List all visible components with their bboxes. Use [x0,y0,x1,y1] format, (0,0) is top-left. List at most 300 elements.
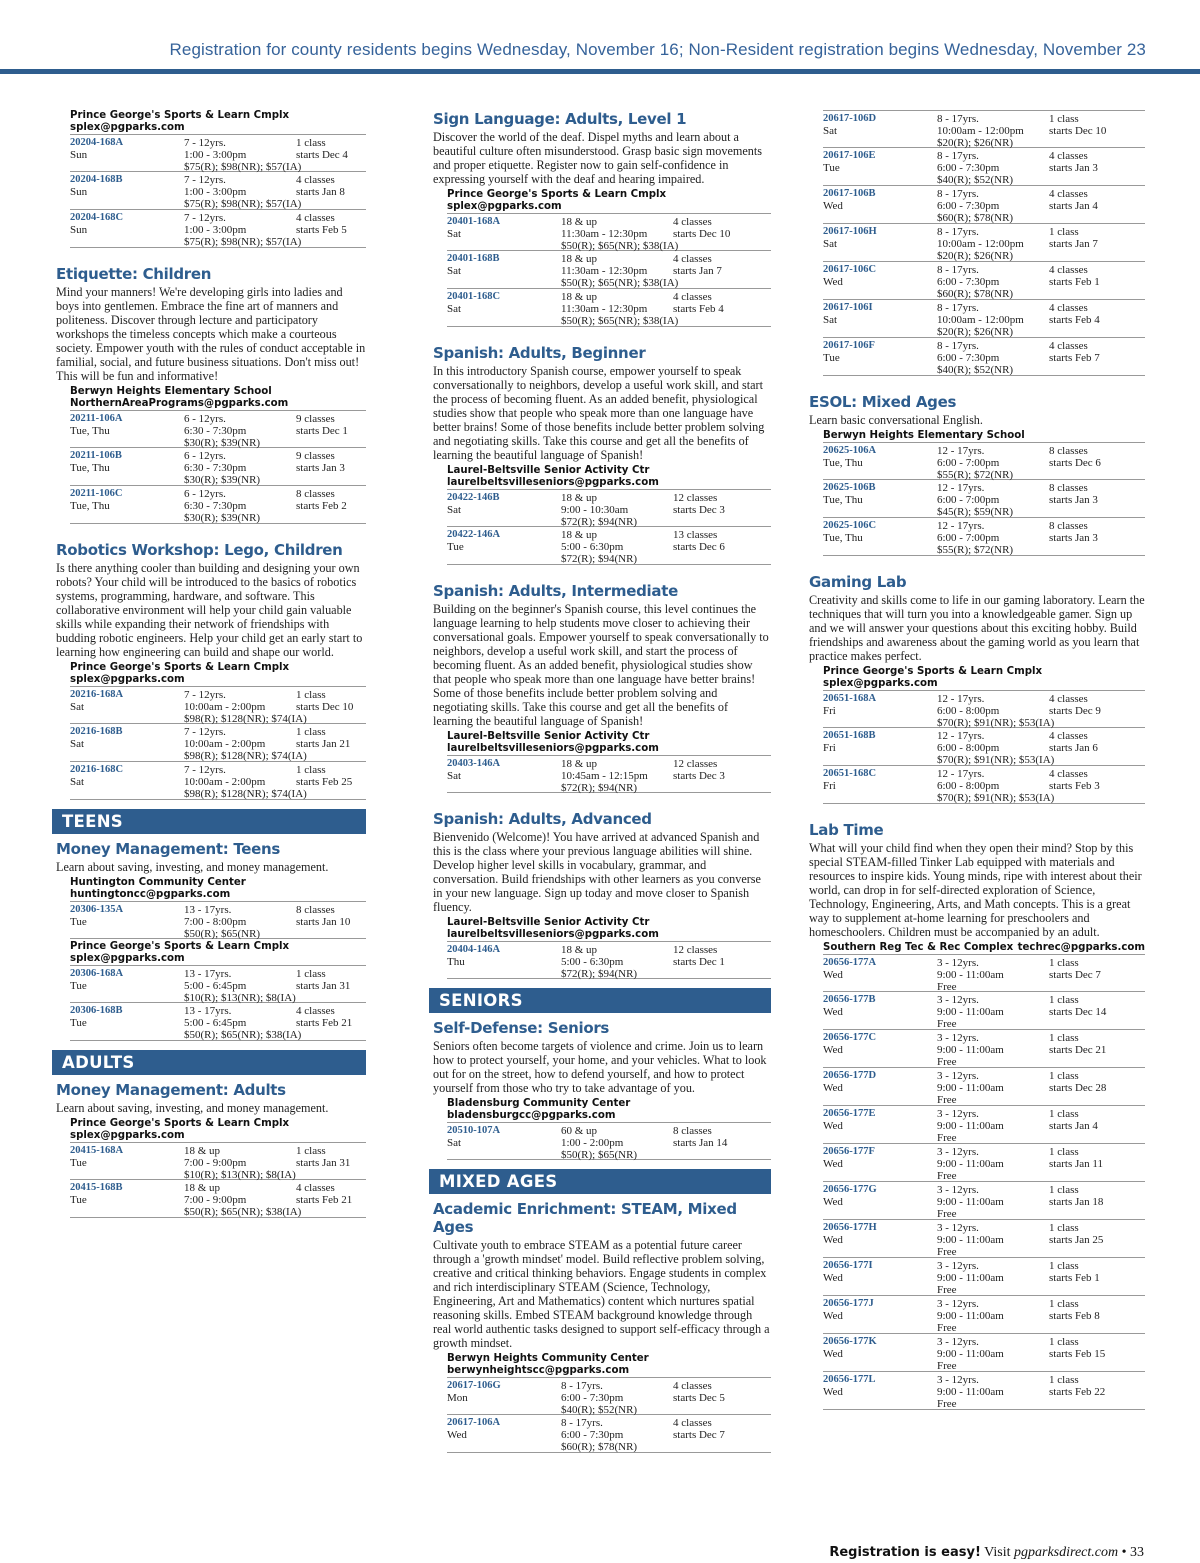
class-time: 9:00 - 11:00am [937,1120,1004,1132]
start-date: starts Feb 2 [296,500,347,512]
class-fee: $98(R); $128(NR); $74(IA) [184,713,307,725]
location-email[interactable]: bladensburgcc@pgparks.com [447,1110,616,1121]
class-fee: $98(R); $128(NR); $74(IA) [184,788,307,800]
class-time: 1:00 - 3:00pm [184,224,247,236]
page-header [0,0,1200,76]
offering-row [447,755,771,793]
age-range: 13 - 17yrs. [184,904,232,916]
age-range: 12 - 17yrs. [937,768,985,780]
location-email[interactable]: laurelbeltsvilleseniors@pgparks.com [447,743,659,754]
class-fee: $72(R); $94(NR) [561,553,638,565]
meeting-days: Wed [823,969,843,981]
class-time: 6:30 - 7:30pm [184,425,247,437]
offering-row [823,1372,1145,1410]
class-time: 9:00 - 11:00am [937,1006,1004,1018]
course-code[interactable]: 20306-135A [70,904,124,915]
location-email[interactable]: huntingtoncc@pgparks.com [70,889,231,900]
class-count: 4 classes [1049,302,1088,314]
meeting-days: Tue [70,1017,87,1029]
offering-row [70,686,366,724]
course-code[interactable]: 20617-106C [823,264,877,275]
class-fee: $60(R); $78(NR) [561,1441,638,1453]
course-code[interactable]: 20656-177L [823,1374,876,1385]
meeting-days: Sat [823,314,838,326]
section-description: What will your child find when they open their mind? Stop by this special STEAM-filled Tinker Lab equipped with materials and resources to inspire kids. Young minds, ripe with interest about their world, can drop in for self-directed exploration of Science, Technology, Engineering, Arts, and Math concepts. This is a great way to supplement at-home learning for preschoolers and homeschoolers. Children must be accompanied by an adult. [809,841,1142,939]
offering-list [433,1377,771,1453]
class-fee: $40(R); $52(NR) [561,1404,638,1416]
class-fee: $40(R); $52(NR) [937,364,1014,376]
location-email[interactable]: splex@pgparks.com [823,678,938,689]
course-code[interactable]: 20651-168B [823,730,876,741]
offering-row [447,489,771,527]
start-date: starts Feb 4 [673,303,724,315]
location-email[interactable]: laurelbeltsvilleseniors@pgparks.com [447,929,659,940]
age-range: 3 - 12yrs. [937,1374,979,1386]
course-code[interactable]: 20651-168A [823,693,877,704]
section-description: Cultivate youth to embrace STEAM as a potential future career through a 'growth mindset' model. Build reflective problem solving, creative and critical thinking behaviors. Engage students in complex and rich interdisciplinary STEAM (Science, Technology, Engineering, Art and Mathematics) content which nurtures spatial reasoning skills. Embed STEAM background knowledge through real world authentic tasks designed to support self-efficacy through a growth mindset. [433,1238,770,1350]
meeting-days: Tue [823,352,840,364]
location-name: Southern Reg Tec & Rec Complex [823,942,1014,953]
class-count: 1 class [1049,957,1079,969]
age-range: 18 & up [561,944,598,956]
meeting-days: Fri [823,742,836,754]
section-description: Seniors often become targets of violence and crime. Join us to learn how to protect yourself, your home, and your vehicles. What to look out for on the street, how to defend yourself, and how to protect yourself from those who try to take advantage of you. [433,1039,767,1095]
class-count: 4 classes [673,1380,712,1392]
class-fee: $72(R); $94(NR) [561,968,638,980]
location-email[interactable]: laurelbeltsvilleseniors@pgparks.com [447,477,659,488]
start-date: starts Dec 3 [673,770,725,782]
offering-row [823,1220,1145,1258]
location-email[interactable]: splex@pgparks.com [70,953,185,964]
class-count: 4 classes [1049,340,1088,352]
section-description: Is there anything cooler than building and designing your own robots? Your child will be introduced to the basics of robotics systems, programming, hardware, and software. This collaborative environment will help your child gain valuable skills while expanding their network of friendships with budding robotic engineers. Help your child get an early start to learning how engineering can build and shape our world. [56,561,363,659]
class-fee: $50(R); $65(NR); $38(IA) [561,240,679,252]
section-description: Learn about saving, investing, and money management. [56,860,329,874]
course-code[interactable]: 20216-168B [70,726,123,737]
offering-row [823,300,1145,338]
location-name: Laurel-Beltsville Senior Activity Ctr [447,731,650,742]
age-range: 8 - 17yrs. [561,1417,603,1429]
age-range: 18 & up [561,492,598,504]
meeting-days: Sat [70,776,85,788]
header-rule [0,69,1200,74]
class-count: 1 class [1049,226,1079,238]
class-fee: $98(R); $128(NR); $74(IA) [184,750,307,762]
meeting-days: Sat [823,125,838,137]
location-email[interactable]: splex@pgparks.com [70,674,185,685]
location-name: Huntington Community Center [70,877,246,888]
meeting-days: Wed [823,200,843,212]
course-code[interactable]: 20656-177F [823,1146,875,1157]
offering-list [433,755,771,793]
class-fee: $72(R); $94(NR) [561,516,638,528]
start-date: starts Dec 1 [296,425,348,437]
offering-row [823,110,1145,148]
course-code[interactable]: 20422-146A [447,529,501,540]
course-code[interactable]: 20306-168B [70,1005,123,1016]
class-count: 1 class [1049,1374,1079,1386]
course-code[interactable]: 20656-177D [823,1070,877,1081]
class-count: 9 classes [296,413,335,425]
course-code[interactable]: 20404-146A [447,944,501,955]
start-date: starts Feb 5 [296,224,347,236]
age-range: 8 - 17yrs. [937,302,979,314]
location-block [447,731,771,755]
offering-list [56,410,366,524]
meeting-days: Tue [70,980,87,992]
offering-row [823,148,1145,186]
course-code[interactable]: 20415-168B [70,1182,123,1193]
location-email[interactable]: splex@pgparks.com [70,122,185,133]
start-date: starts Dec 1 [673,956,725,968]
class-count: 1 class [296,137,326,149]
category-band-seniors: SENIORS [429,988,771,1013]
course-code[interactable]: 20656-177I [823,1260,873,1271]
class-count: 1 class [1049,1184,1079,1196]
age-range: 6 - 12yrs. [184,488,226,500]
offering-list [809,110,1145,376]
age-range: 3 - 12yrs. [937,1298,979,1310]
course-code[interactable]: 20617-106B [823,188,876,199]
age-range: 3 - 12yrs. [937,994,979,1006]
section-title: Self-Defense: Seniors [433,1019,610,1037]
meeting-days: Tue, Thu [823,532,863,544]
location-name: Berwyn Heights Community Center [447,1353,649,1364]
start-date: starts Feb 3 [1049,780,1100,792]
meeting-days: Fri [823,780,836,792]
course-code[interactable]: 20403-146A [447,758,501,769]
class-fee: Free [937,1056,957,1068]
course-code[interactable]: 20415-168A [70,1145,124,1156]
class-time: 10:00am - 2:00pm [184,776,266,788]
course-code[interactable]: 20656-177J [823,1298,874,1309]
footer-tagline: Registration is easy! [829,1545,981,1560]
offering-row [823,766,1145,804]
class-count: 8 classes [1049,445,1088,457]
class-time: 7:00 - 9:00pm [184,1194,247,1206]
category-band-mixed-ages: MIXED AGES [429,1169,771,1194]
start-date: starts Feb 7 [1049,352,1100,364]
class-count: 1 class [1049,1032,1079,1044]
class-count: 9 classes [296,450,335,462]
course-code[interactable]: 20211-106A [70,413,123,424]
meeting-days: Sun [70,149,88,161]
age-range: 3 - 12yrs. [937,1184,979,1196]
course-code[interactable]: 20422-146B [447,492,500,503]
footer-url-link[interactable]: pgparksdirect.com [1014,1545,1119,1560]
course-code[interactable]: 20216-168C [70,764,124,775]
offering-row [447,1377,771,1415]
course-code[interactable]: 20656-177C [823,1032,877,1043]
class-count: 4 classes [673,291,712,303]
category-band-adults: ADULTS [52,1050,366,1075]
course-code[interactable]: 20617-106A [447,1417,501,1428]
course-code[interactable]: 20306-168A [70,968,124,979]
class-fee: $75(R); $98(NR); $57(IA) [184,236,302,248]
class-time: 9:00 - 11:00am [937,1044,1004,1056]
course-code[interactable]: 20617-106H [823,226,877,237]
course-code[interactable]: 20656-177E [823,1108,876,1119]
page-number: • 33 [1121,1545,1144,1560]
meeting-days: Sat [447,1137,462,1149]
section-title: Money Management: Teens [56,840,281,858]
class-time: 9:00 - 11:00am [937,1386,1004,1398]
meeting-days: Tue [70,1157,87,1169]
class-fee: $75(R); $98(NR); $57(IA) [184,198,302,210]
course-code[interactable]: 20510-107A [447,1125,501,1136]
offering-row [823,1106,1145,1144]
course-code[interactable]: 20656-177G [823,1184,877,1195]
course-code[interactable]: 20617-106E [823,150,876,161]
age-range: 13 - 17yrs. [184,968,232,980]
class-fee: $50(R); $65(NR); $38(IA) [184,1206,302,1218]
offering-row [823,1144,1145,1182]
class-time: 9:00 - 11:00am [937,1310,1004,1322]
class-fee: $70(R); $91(NR); $53(IA) [937,792,1055,804]
page-footer [829,1545,1144,1561]
class-count: 1 class [1049,1298,1079,1310]
location-name: Prince George's Sports & Learn Cmplx [70,110,290,121]
course-code[interactable]: 20401-168B [447,253,500,264]
location-name: Laurel-Beltsville Senior Activity Ctr [447,465,650,476]
class-time: 6:00 - 8:00pm [937,742,1000,754]
class-count: 4 classes [673,216,712,228]
class-time: 9:00 - 11:00am [937,1082,1004,1094]
offering-list [56,1142,366,1218]
class-fee: $55(R); $72(NR) [937,469,1014,481]
meeting-days: Wed [823,1006,843,1018]
age-range: 18 & up [184,1182,221,1194]
offering-list [433,213,771,327]
course-code[interactable]: 20401-168A [447,216,501,227]
registration-banner: Registration for county residents begins Wednesday, November 16; Non-Resident registration begins Wednesday, November 23 [169,40,1146,59]
location-email[interactable]: splex@pgparks.com [70,1130,185,1141]
course-code[interactable]: 20656-177K [823,1336,877,1347]
meeting-days: Wed [823,1310,843,1322]
class-fee: $10(R); $13(NR); $8(IA) [184,1169,296,1181]
section-description: Building on the beginner's Spanish course, this level continues the language learning to help students move closer to achieving their conversational goals. Empower yourself to speak conversationally to neighbors, develop a useful work skill, and start the process of becoming fluent. As an added benefit, physiological studies show that people who speak more than one language have better brains! Some of those benefits include better problem solving and negotiating skills. Take this course and get all the benefits of learning the beautiful language of Spanish! [433,602,769,728]
offering-row [823,224,1145,262]
age-range: 60 & up [561,1125,598,1137]
offering-row [823,728,1145,766]
class-time: 6:00 - 7:30pm [937,352,1000,364]
age-range: 3 - 12yrs. [937,1336,979,1348]
start-date: starts Feb 8 [1049,1310,1100,1322]
age-range: 12 - 17yrs. [937,693,985,705]
offering-row [70,134,366,172]
age-range: 8 - 17yrs. [937,226,979,238]
start-date: starts Jan 21 [296,738,351,750]
age-range: 18 & up [561,758,598,770]
column-2 [433,110,771,1453]
section-title: Money Management: Adults [56,1081,286,1099]
class-time: 9:00 - 11:00am [937,969,1004,981]
class-count: 4 classes [1049,768,1088,780]
class-fee: $20(R); $26(NR) [937,137,1014,149]
course-code[interactable]: 20617-106D [823,113,877,124]
location-email[interactable]: berwynheightscc@pgparks.com [447,1365,630,1376]
start-date: starts Dec 6 [673,541,725,553]
start-date: starts Jan 11 [1049,1158,1103,1170]
offering-row [823,480,1145,518]
course-code[interactable]: 20625-106B [823,482,876,493]
class-fee: $40(R); $52(NR) [937,174,1014,186]
offering-row [70,486,366,524]
start-date: starts Feb 21 [296,1194,353,1206]
class-time: 9:00 - 11:00am [937,1234,1004,1246]
start-date: starts Jan 8 [296,186,345,198]
meeting-days: Tue [823,162,840,174]
class-time: 9:00 - 11:00am [937,1196,1004,1208]
start-date: starts Feb 25 [296,776,353,788]
class-time: 5:00 - 6:30pm [561,956,624,968]
meeting-days: Wed [823,1158,843,1170]
age-range: 8 - 17yrs. [937,113,979,125]
offering-row [70,210,366,248]
class-fee: Free [937,1398,957,1410]
class-count: 4 classes [1049,188,1088,200]
offering-list [809,442,1145,556]
age-range: 7 - 12yrs. [184,174,226,186]
offering-row [447,527,771,565]
location-name: Berwyn Heights Elementary School [70,386,272,397]
offering-row [447,1122,771,1160]
class-time: 10:45am - 12:15pm [561,770,648,782]
location-email[interactable]: splex@pgparks.com [447,201,562,212]
course-code[interactable]: 20656-177B [823,994,876,1005]
class-time: 1:00 - 2:00pm [561,1137,624,1149]
class-count: 8 classes [296,488,335,500]
class-count: 1 class [1049,1070,1079,1082]
start-date: starts Jan 31 [296,980,351,992]
start-date: starts Feb 1 [1049,276,1100,288]
age-range: 12 - 17yrs. [937,730,985,742]
course-code[interactable]: 20617-106F [823,340,875,351]
location-block [70,662,366,686]
course-code[interactable]: 20651-168C [823,768,877,779]
course-code[interactable]: 20216-168A [70,689,124,700]
class-fee: $30(R); $39(NR) [184,512,261,524]
course-code[interactable]: 20204-168B [70,174,123,185]
section-description: Discover the world of the deaf. Dispel myths and learn about a beautiful culture often misunderstood. Grasp basic sign movements and proper etiquette. Register now to gain self-confidence in expressing yourself with the deaf and hearing impaired. [433,130,762,186]
class-time: 9:00 - 10:30am [561,504,629,516]
age-range: 6 - 12yrs. [184,450,226,462]
class-fee: $45(R); $59(NR) [937,506,1014,518]
course-code[interactable]: 20656-177A [823,957,877,968]
location-name: Bladensburg Community Center [447,1098,631,1109]
meeting-days: Wed [823,1272,843,1284]
start-date: starts Dec 9 [1049,705,1101,717]
meeting-days: Tue, Thu [70,500,110,512]
class-time: 6:00 - 7:30pm [937,200,1000,212]
class-fee: $50(R); $65(NR) [184,928,261,940]
class-count: 4 classes [1049,693,1088,705]
class-count: 13 classes [673,529,718,541]
age-range: 3 - 12yrs. [937,1260,979,1272]
meeting-days: Sat [823,238,838,250]
class-time: 6:30 - 7:30pm [184,500,247,512]
meeting-days: Thu [447,956,465,968]
class-fee: Free [937,1170,957,1182]
class-fee: Free [937,1094,957,1106]
class-count: 1 class [1049,1146,1079,1158]
location-email[interactable]: NorthernAreaPrograms@pgparks.com [70,398,289,409]
category-band-teens: TEENS [52,809,366,834]
class-fee: $20(R); $26(NR) [937,250,1014,262]
class-time: 11:30am - 12:30pm [561,265,648,277]
course-code[interactable]: 20617-106G [447,1380,501,1391]
location-block [447,1353,771,1377]
class-count: 4 classes [1049,730,1088,742]
age-range: 18 & up [561,253,598,265]
class-fee: $60(R); $78(NR) [937,288,1014,300]
section-title: Spanish: Adults, Beginner [433,344,646,362]
course-code[interactable]: 20401-168C [447,291,501,302]
class-fee: Free [937,1246,957,1258]
age-range: 6 - 12yrs. [184,413,226,425]
class-count: 4 classes [296,212,335,224]
start-date: starts Dec 6 [1049,457,1101,469]
age-range: 7 - 12yrs. [184,212,226,224]
class-fee: $55(R); $72(NR) [937,544,1014,556]
class-count: 1 class [296,726,326,738]
offering-row [447,251,771,289]
course-code[interactable]: 20204-168A [70,137,124,148]
class-fee: $70(R); $91(NR); $53(IA) [937,717,1055,729]
class-count: 4 classes [296,1005,335,1017]
start-date: starts Feb 4 [1049,314,1100,326]
section-title: Spanish: Adults, Advanced [433,810,652,828]
course-code[interactable]: 20656-177H [823,1222,877,1233]
class-time: 5:00 - 6:45pm [184,1017,247,1029]
class-count: 1 class [1049,1108,1079,1120]
offering-row [823,1068,1145,1106]
start-date: starts Jan 3 [1049,162,1098,174]
offering-row [70,762,366,800]
offering-row [823,992,1145,1030]
course-code[interactable]: 20211-106B [70,450,122,461]
meeting-days: Sat [70,701,85,713]
offering-row [823,1296,1145,1334]
start-date: starts Jan 10 [296,916,351,928]
section-title: Gaming Lab [809,573,907,591]
location-name: Prince George's Sports & Learn Cmplx [70,662,290,673]
age-range: 8 - 17yrs. [937,150,979,162]
meeting-days: Tue, Thu [70,425,110,437]
meeting-days: Sat [447,770,462,782]
class-count: 1 class [296,689,326,701]
location-block [70,1118,366,1142]
class-time: 6:30 - 7:30pm [184,462,247,474]
footer-visit: Visit [984,1545,1011,1560]
offering-row [70,724,366,762]
class-time: 6:00 - 7:30pm [937,276,1000,288]
course-code[interactable]: 20617-106I [823,302,873,313]
class-time: 6:00 - 7:00pm [937,457,1000,469]
course-code[interactable]: 20625-106A [823,445,877,456]
location-email[interactable]: techrec@pgparks.com [1017,942,1145,953]
course-code[interactable]: 20625-106C [823,520,877,531]
section-description: Learn basic conversational English. [809,413,983,427]
start-date: starts Jan 3 [1049,532,1098,544]
class-count: 1 class [1049,1260,1079,1272]
class-count: 8 classes [1049,520,1088,532]
location-block [447,917,771,941]
course-code[interactable]: 20211-106C [70,488,123,499]
course-code[interactable]: 20204-168C [70,212,124,223]
offering-row [447,941,771,979]
section-description: Learn about saving, investing, and money management. [56,1101,329,1115]
